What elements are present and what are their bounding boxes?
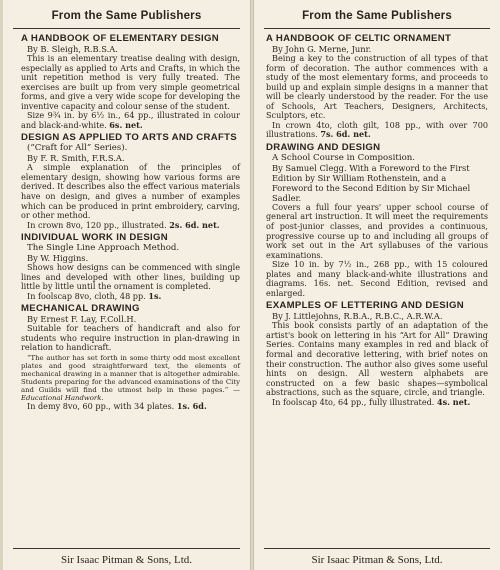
book-description: This book consists partly of an adaptation of the artist's book on lettering in his “Art for All” Drawing Series. Contains many examples in red and black of formal and decorative lettering, with brief notes on their construction. The author also gives some useful hints on design. All western alphabets are constructed on a few basic shapes—symbolical abstractions, such as the square, circle, and triangle. — [266, 320, 488, 398]
quote-text: “The author has set forth in some thirty odd most excellent plates and good straightforward text, the elements of mechanical drawing in a manner that is altogether admirable. Students preparing for the advanced examinations of the City and Guilds will find the utmost help in these pages.” — [21, 354, 240, 395]
book-author: By W. Higgins. — [27, 253, 89, 264]
book-entry — [21, 304, 240, 411]
right-page — [254, 0, 500, 570]
book-author: By J. Littlejohns, R.B.A., R.B.C., A.R.W.A. — [272, 311, 443, 322]
book-author: By F. R. Smith, F.R.S.A. — [27, 153, 125, 164]
book-meta — [21, 402, 240, 412]
left-page-content — [21, 34, 240, 544]
book-price: 6s. net. — [109, 119, 143, 130]
page-footer: Sir Isaac Pitman & Sons, Ltd. — [264, 548, 490, 570]
page-footer: Sir Isaac Pitman & Sons, Ltd. — [13, 548, 240, 570]
book-entry — [266, 34, 488, 140]
page-header: From the Same Publishers — [13, 3, 240, 29]
book-price: 7s. 6d. net. — [320, 129, 371, 140]
book-description: Covers a full four years' upper school course of general art instruction. It will meet the requirements of post-junior classes, and provides a continuous, progressive course up to and including all groups of work set out in the Art syllabuses of the various examinations. — [266, 201, 488, 260]
book-author: By B. Sleigh, R.B.S.A. — [27, 44, 118, 54]
book-meta — [266, 121, 488, 140]
book-format: In crown 8vo, 120 pp., illustrated. — [27, 219, 167, 230]
book-price: 4s. net. — [436, 396, 471, 407]
book-title: DESIGN AS APPLIED TO ARTS AND CRAFTS — [21, 132, 238, 144]
book-meta — [266, 398, 488, 408]
book-meta — [21, 221, 240, 231]
book-meta — [21, 292, 240, 302]
book-subtitle: (“Craft for All” Series). — [27, 143, 128, 154]
book-meta: Size 10 in. by 7½ in., 268 pp., with 15 coloured plates and many black-and-white illustrations and diagrams. 16s. net. Second Edition, revised and enlarged. — [266, 259, 488, 298]
book-subtitle: The Single Line Approach Method. — [27, 243, 180, 254]
book-price: 1s. 6d. — [176, 401, 207, 412]
book-format: In crown 4to, cloth gilt, 108 pp., with over 700 illustrations. — [266, 119, 488, 140]
book-title: EXAMPLES OF LETTERING AND DESIGN — [266, 300, 464, 312]
book-description: Suitable for teachers of handicraft and also for students who require instruction in plan-drawing in relation to handicraft. — [21, 323, 240, 353]
book-entry — [21, 34, 240, 130]
book-price: 2s. 6d. net. — [169, 219, 220, 230]
book-review-quote: “The author has set forth in some thirty odd most excellent plates and good straightforward text, the elements of mechanical drawing in a manner that is altogether admirable. Students preparing for the advanced examinations of the City and Guilds will find the utmost help in these pages.” — Educational Handwork. — [21, 354, 240, 403]
book-subtitle: A School Course in Composition. — [272, 152, 416, 163]
book-format: In foolscap 4to, 64 pp., fully illustrated. — [272, 396, 435, 407]
right-page-content — [266, 34, 488, 544]
book-entry — [21, 133, 240, 230]
book-author: By John G. Merne, Junr. — [272, 44, 372, 54]
page-header: From the Same Publishers — [264, 3, 490, 29]
book-format: Size 9¾ in. by 6½ in., 64 pp., illustrated in colour and black-and-white. — [21, 110, 240, 130]
book-author: By Samuel Clegg. With a Foreword to the First Edition by Sir William Rothenstein, and a Foreword to the Second Edition by Sir Michael Sadler. — [272, 162, 471, 203]
book-title: DRAWING AND DESIGN — [266, 141, 381, 153]
book-description: Being a key to the construction of all types of that form of decoration. The author commences with a study of the most elementary forms, and proceeds to build up and explain simple designs in a manner that will be clearly understood by the reader. For the use of Schools, Art Teachers, Designers, Architects, Sculptors, etc. — [266, 53, 488, 121]
left-page — [3, 0, 250, 570]
book-entry — [266, 143, 488, 298]
book-format: In foolscap 8vo, cloth, 48 pp. — [27, 290, 146, 301]
book-description: A simple explanation of the principles of elementary design, showing how various forms are derived. It describes also the effect various materials have on design, and gives a number of examples which can be produced in print embroidery, carving, or other method. — [21, 162, 240, 221]
book-title: INDIVIDUAL WORK IN DESIGN — [21, 232, 168, 244]
book-title: MECHANICAL DRAWING — [21, 303, 140, 315]
book-description: This is an elementary treatise dealing with design, especially as applied to Arts and Crafts, in which the unit repetition method is very fully treated. The exercises are built up from very simple geometrical forms, and give a very wide scope for developing the inventive capacity and colour sense of the student. — [21, 53, 240, 111]
book-entry — [266, 301, 488, 407]
book-meta — [21, 111, 240, 130]
book-author: By Ernest F. Lay, F.Coll.H. — [27, 314, 137, 325]
book-title: A HANDBOOK OF ELEMENTARY DESIGN — [21, 33, 219, 44]
book-description: Shows how designs can be commenced with single lines and developed with other lines, building up little by little until the ornament is completed. — [21, 262, 240, 292]
book-price: 1s. — [148, 290, 162, 301]
book-entry — [21, 233, 240, 301]
quote-source: Educational Handwork. — [21, 394, 104, 403]
book-format: In demy 8vo, 60 pp., with 34 plates. — [27, 401, 175, 412]
book-title: A HANDBOOK OF CELTIC ORNAMENT — [266, 33, 452, 44]
